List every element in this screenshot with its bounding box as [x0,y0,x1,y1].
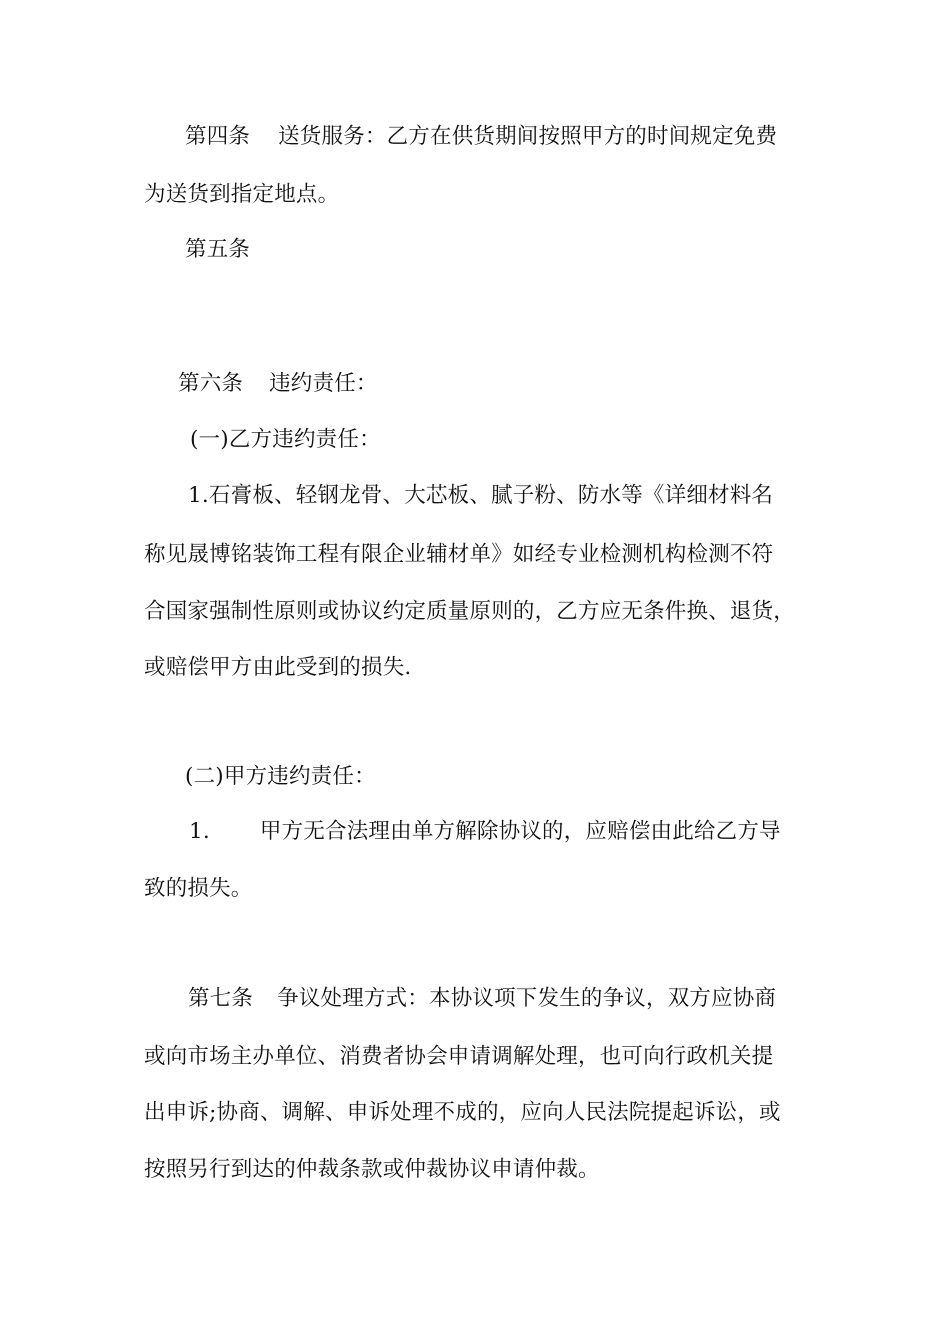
article-6-label: 第六条 [178,371,244,396]
part-1-item-1-line-2: 称见晟博铭装饰工程有限企业辅材单》如经专业检测机构检测不符 [144,542,774,567]
article-4-line-1 [185,122,777,152]
article-7-text: 争议处理方式：本协议项下发生的争议，双方应协商 [277,986,777,1011]
part-2-heading: (二)甲方违约责任： [185,764,376,789]
part-1-item-1-line-1: 1.石膏板、轻钢龙骨、大芯板、腻子粉、防水等《详细材料名 [188,483,774,508]
article-7-line-3: 出申诉;协商、调解、申诉处理不成的，应向人民法院提起诉讼，或 [144,1100,781,1125]
article-4-line-2: 为送货到指定地点。 [144,182,340,207]
article-7-label: 第七条 [188,986,254,1011]
part-1-item-1-line-3: 合国家强制性原则或协议约定质量原则的，乙方应无条件换、退货， [144,599,796,624]
article-7-line-1 [188,984,776,1014]
article-6-line [178,369,378,399]
part-2-item-1-line-1 [189,817,781,847]
article-4-text: 送货服务：乙方在供货期间按照甲方的时间规定免费 [278,124,778,149]
part-2-item-1-number: 1. [189,819,210,844]
article-7-line-2: 或向市场主办单位、消费者协会申请调解处理，也可向行政机关提 [144,1044,774,1069]
part-2-item-1-text: 甲方无合法理由单方解除协议的，应赔偿由此给乙方导 [259,819,781,844]
part-1-item-1-line-4: 或赔偿甲方由此受到的损失. [144,655,412,680]
part-1-heading: (一)乙方违约责任： [190,427,381,452]
article-7-line-4: 按照另行到达的仲裁条款或仲裁协议申请仲裁。 [144,1157,600,1182]
article-5-label: 第五条 [185,237,251,262]
part-2-item-1-line-2: 致的损失。 [144,876,253,901]
article-6-title: 违约责任： [269,371,378,396]
article-4-label: 第四条 [185,124,251,149]
